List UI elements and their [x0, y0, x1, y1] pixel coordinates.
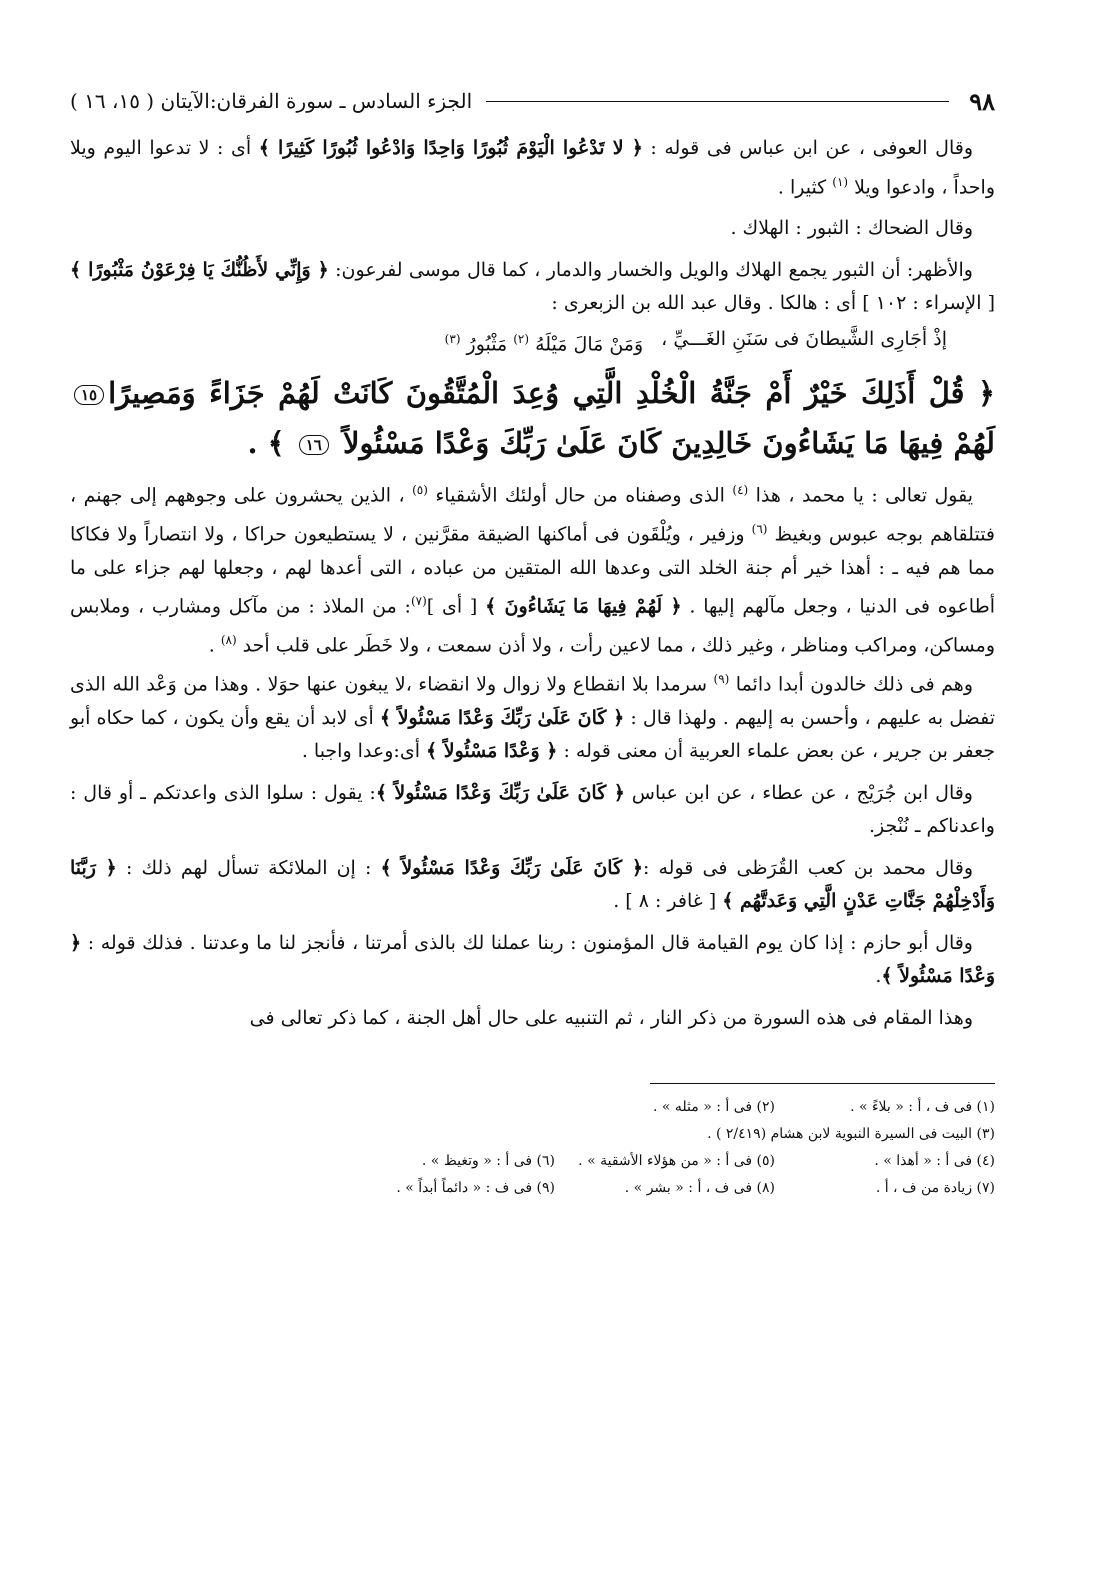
footnote: (٣) البيت فى السيرة النبوية لابن هشام (٢/٤١٩ ) .	[707, 1126, 995, 1143]
paragraph-awfi: وقال العوفى ، عن ابن عباس فى قوله : ﴿ لا تَدْعُوا الْيَوْمَ ثُبُورًا وَاحِدًا وَادْعُوا ثُبُورًا كَثِيرًا ﴾ أى : لا تدعوا اليوم ويلا واحداً ، وادعوا ويلا $^{(١)}$ كثيرا .	[70, 137, 995, 198]
paragraph-dahhak: وقال الضحاك : الثبور : الهلاك .	[730, 217, 973, 240]
footnote-row	[70, 1121, 995, 1148]
footnote-row	[70, 1148, 995, 1175]
quran-verse-block: ﴿ قُلْ أَذَلِكَ خَيْرٌ أَمْ جَنَّةُ الْخُلْدِ الَّتِي وُعِدَ الْمُتَّقُونَ كَانَتْ لَهُمْ جَزَاءً وَمَصِيرًا١٥ لَهُمْ فِيهَا مَا يَشَاءُونَ خَالِدِينَ كَانَ عَلَىٰ رَبِّكَ وَعْدًا مَسْئُولاً ١٦ ﴾ .	[70, 368, 995, 468]
footnote: (١) فى ف ، أ : « بلاءً » .	[850, 1099, 995, 1116]
verse-number-marker: ١٥	[74, 385, 104, 405]
footnote-row	[70, 1175, 995, 1202]
quran-quote: ﴿ وَعْدًا مَسْئُولاً ﴾	[426, 740, 558, 763]
paragraph-ibn-jurayj: وقال ابن جُرَيْج ، عن عطاء ، عن ابن عباس ﴿ كَانَ عَلَىٰ رَبِّكَ وَعْدًا مَسْئُولاً ﴾: يقول : سلوا الذى واعدتكم ـ أو قال : واعدناكم ـ نُنْجز.	[70, 781, 995, 838]
quran-quote: ﴿ وَعْدًا مَسْئُولاً ﴾	[70, 931, 995, 988]
footnote-ref: (٦)	[751, 521, 768, 536]
footnote: (٦) فى أ : « وتغيظ » .	[421, 1153, 555, 1170]
quran-quote: ﴿ وَإِنِّي لأَظُنُّكَ يَا فِرْعَوْنُ مَثْبُورًا ﴾	[70, 258, 329, 281]
poem-hemistich-right: إذْ أجَارِى الشَّيطانَ فى سَنَنِ الغَـــيِّ ،	[661, 327, 947, 350]
footnote: (٤) فى أ : « أهذا » .	[874, 1153, 995, 1170]
header-rule	[486, 101, 949, 102]
running-title: الجزء السادس ـ سورة الفرقان:الآيتان ( ١٥، ١٦ )	[70, 89, 473, 113]
quran-quote: ﴿ لَهُمْ فِيهَا مَا يَشَاءُونَ ﴾	[485, 595, 682, 618]
footnote-ref: (٩)	[713, 671, 730, 686]
footnote-ref: (٤)	[732, 483, 749, 498]
footnote-ref: (١)	[832, 174, 849, 189]
footnote-row	[70, 1094, 995, 1121]
paragraph-qurazi: وقال محمد بن كعب القُرَظى فى قوله :﴿ كَانَ عَلَىٰ رَبِّكَ وَعْدًا مَسْئُولاً ﴾ : إن الملائكة تسأل لهم ذلك : ﴿ رَبَّنَا وَأَدْخِلْهُمْ جَنَّاتِ عَدْنٍ الَّتِي وَعَدتَّهُم ﴾ [ غافر : ٨ ] .	[70, 856, 995, 913]
footnote-ref: (٣)	[444, 331, 461, 346]
footnote-ref: (٢)	[513, 331, 530, 346]
footnote-ref: (٥)	[412, 483, 428, 498]
footnote: (٥) فى أ : « من هؤلاء الأشقية » .	[578, 1153, 775, 1170]
poem-hemistich-left: وَمَنْ مَالَ مَيْلَهُ $^{(٢)}$ مَثْبُورُ $^{(٣)}$	[444, 331, 644, 356]
quran-quote: ﴿ رَبَّنَا وَأَدْخِلْهُمْ جَنَّاتِ عَدْنٍ الَّتِي وَعَدتَّهُم ﴾	[70, 856, 995, 913]
paragraph-khalidun: وهم فى ذلك خالدون أبدا دائما $^{(٩)}$ سرمدا بلا انقطاع ولا زوال ولا انقضاء ،لا يبغون عنها حوَلا . وهذا من وَعْد الله الذى تفضل به عليهم ، وأحسن به إليهم . ولهذا قال : ﴿ كَانَ عَلَىٰ رَبِّكَ وَعْدًا مَسْئُولاً ﴾ أى لابد أن يقع وأن يكون ، كما حكاه أبو جعفر بن جرير ، عن بعض علماء العربية أن معنى قوله : ﴿ وَعْدًا مَسْئُولاً ﴾ أى:وعدا واجبا .	[70, 671, 995, 763]
verse-number-marker: ١٦	[299, 435, 329, 455]
quran-quote: ﴿ كَانَ عَلَىٰ رَبِّكَ وَعْدًا مَسْئُولاً ﴾	[379, 706, 625, 729]
footnotes	[70, 1094, 995, 1202]
footnote: (٩) فى ف : « دائماً أبداً » .	[396, 1180, 555, 1197]
quran-quote: ﴿ كَانَ عَلَىٰ رَبِّكَ وَعْدًا مَسْئُولاً ﴾	[375, 781, 625, 804]
paragraph-azhar: والأظهر: أن الثبور يجمع الهلاك والويل والخسار والدمار ، كما قال موسى لفرعون: ﴿ وَإِنِّي لأَظُنُّكَ يَا فِرْعَوْنُ مَثْبُورًا ﴾ [ الإسراء : ١٠٢ ] أى : هالكا . وقال عبد الله بن الزبعرى :	[70, 258, 995, 315]
footnote-separator	[650, 1083, 995, 1084]
footnote-ref: (٨)	[220, 633, 237, 648]
page-number: ٩٨	[969, 86, 995, 116]
footnote: (٢) فى أ : « مثله » .	[652, 1099, 775, 1116]
footnote: (٨) فى ف ، أ : « بشر » .	[624, 1180, 775, 1197]
footnote: (٧) زيادة من ف ، أ .	[875, 1180, 995, 1197]
quran-quote: ﴿ كَانَ عَلَىٰ رَبِّكَ وَعْدًا مَسْئُولاً ﴾	[380, 856, 643, 879]
page-header	[70, 78, 995, 124]
book-page	[70, 78, 995, 1202]
quran-quote: ﴿ لا تَدْعُوا الْيَوْمَ ثُبُورًا وَاحِدًا وَادْعُوا ثُبُورًا كَثِيرًا ﴾	[258, 137, 643, 159]
footnote-ref: (٧)	[410, 594, 427, 609]
poem-line	[70, 321, 995, 362]
paragraph-maqam: وهذا المقام فى هذه السورة من ذكر النار ، ثم التنبيه على حال أهل الجنة ، كما ذكر تعالى فى	[249, 1006, 973, 1029]
paragraph-tafsir: يقول تعالى : يا محمد ، هذا $^{(٤)}$ الذى وصفناه من حال أولئك الأشقياء $^{(٥)}$ ، الذين يحشرون على وجوههم إلى جهنم ، فتتلقاهم بوجه عبوس وبغيظ $^{(٦)}$ وزفير ، ويُلْقَون فى أماكنها الضيقة مقرَّنين ، لا يستطيعون حراكا ، ولا انتصاراً ولا فكاكا مما هم فيه ـ : أهذا خير أم جنة الخلد التى وعدها الله المتقين من عباده ، التى أعدها لهم ، وجعلها لهم جزاء على ما أطاعوه فى الدنيا ، وجعل مآلهم إليها . ﴿ لَهُمْ فِيهَا مَا يَشَاءُونَ ﴾ [ أى ]$^{(٧)}$: من الملاذ : من مآكل ومشارب ، وملابس ومساكن، ومراكب ومناظر ، وغير ذلك ، مما لاعين رأت ، ولا أذن سمعت ، ولا خَطَر على قلب أحد $^{(٨)}$ .	[70, 483, 996, 657]
paragraph-abu-hazim: وقال أبو حازم : إذا كان يوم القيامة قال المؤمنون : ربنا عملنا لك بالذى أمرتنا ، فأنجز لنا ما وعدتنا . فذلك قوله : ﴿ وَعْدًا مَسْئُولاً ﴾.	[70, 931, 995, 988]
